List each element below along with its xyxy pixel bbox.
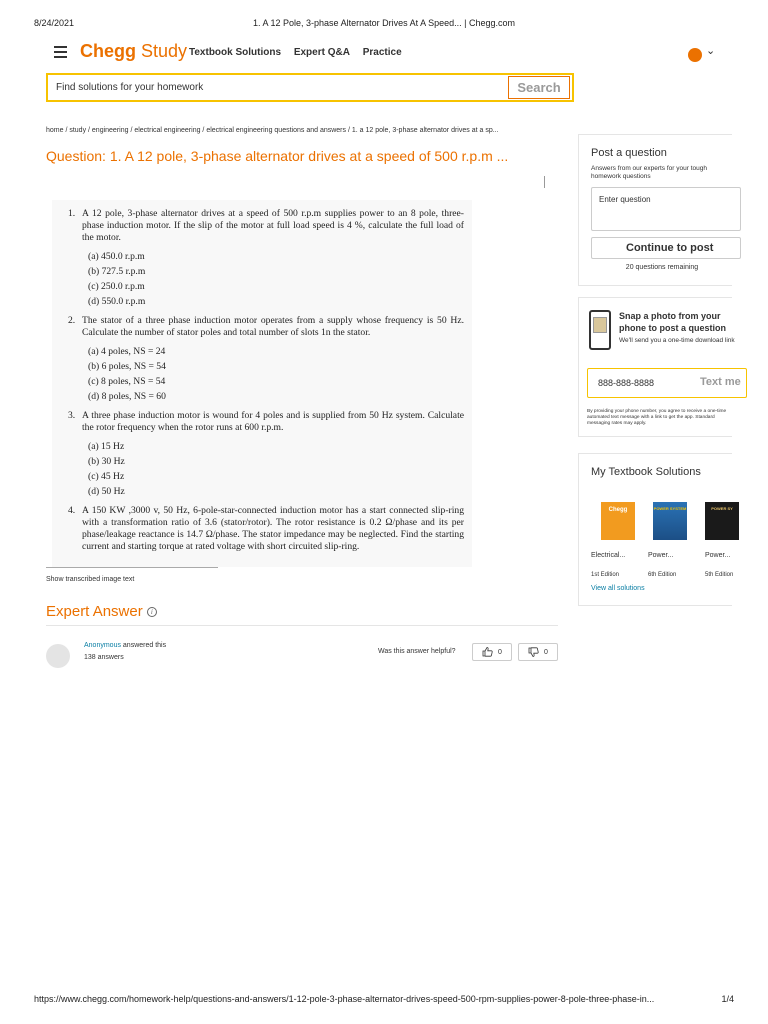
answer-option: (b) 727.5 r.p.m	[88, 266, 146, 277]
info-icon[interactable]: i	[147, 607, 157, 617]
phone-input-group	[587, 368, 747, 398]
chevron-down-icon[interactable]: ⌄	[706, 45, 716, 57]
answerer-name-link[interactable]: Anonymous	[84, 642, 121, 649]
answered-label: answered this	[120, 642, 167, 649]
textbook-solutions-card	[578, 453, 732, 606]
book-title[interactable]: Power...	[705, 552, 731, 559]
book-cover[interactable]	[705, 502, 739, 540]
answer-option: (c) 250.0 r.p.m	[88, 281, 145, 292]
top-navigation	[46, 40, 732, 68]
expert-answer-title: Expert Answer	[46, 603, 143, 620]
question-number: 1.	[68, 208, 76, 219]
phone-icon	[589, 310, 611, 350]
expert-answer-heading	[46, 603, 157, 620]
answer-option: (b) 6 poles, NS = 54	[88, 361, 166, 372]
answer-option: (d) 550.0 r.p.m	[88, 296, 146, 307]
text-me-button[interactable]: Text me	[700, 376, 741, 388]
question-text: The stator of a three phase induction motor operates from a supply whose frequency is 50 Hz. Calculate the number of stator poles and total number of slots 1n the stator.	[82, 315, 464, 338]
answer-option: (c) 8 poles, NS = 54	[88, 376, 166, 387]
nav-link-textbook-solutions[interactable]: Textbook Solutions	[189, 47, 282, 58]
search-button[interactable]: Search	[508, 76, 570, 99]
question-label: Question:	[46, 148, 106, 164]
breadcrumb[interactable]: home / study / engineering / electrical engineering / electrical engineering questions and answers / 1. a 12 pole, 3-phase alternator drives at a sp...	[46, 127, 499, 134]
question-text: A three phase induction motor is wound for 4 poles and is supplied from 50 Hz system. Calculate the rotor frequency when the rotor runs at 600 r.p.m.	[82, 410, 464, 433]
post-question-subtitle: Answers from our experts for your tough homework questions	[591, 165, 707, 180]
divider	[544, 176, 545, 188]
question-input[interactable]	[591, 187, 741, 231]
user-avatar[interactable]	[688, 48, 702, 62]
post-question-title: Post a question	[591, 147, 667, 159]
answer-option: (a) 450.0 r.p.m	[88, 251, 145, 262]
thumbs-up-icon	[482, 647, 493, 657]
logo-sub: Study	[141, 41, 188, 61]
thumbs-up-button[interactable]	[472, 643, 512, 661]
print-page-number: 1/4	[721, 994, 734, 1004]
question-item	[68, 208, 464, 309]
question-text: A 150 KW ,3000 v, 50 Hz, 6-pole-star-connected induction motor has a start connected slip-ring with a transformation ratio of 3.6 (stator/rotor). The rotor resistance is 0.2 Ω/phase and its per phase/leakage reactance is 14.7 Ω/phase. The stator impedance may be neglected. Find the starting current and starting torque at rated voltage with short circuited slip-ring.	[82, 505, 464, 552]
page-title	[46, 148, 558, 164]
questions-remaining: 20 questions remaining	[625, 264, 699, 271]
book-title[interactable]: Power...	[648, 552, 674, 559]
question-text: A 12 pole, 3-phase alternator drives at a speed of 500 r.p.m supplies power to an 8 pole, three-phase induction motor. If the slip of the motor at full load speed is 4 %, calculate the full load of the motor.	[82, 208, 464, 243]
view-all-solutions-link[interactable]: View all solutions	[591, 585, 645, 592]
book-cover-text: POWER SYSTEM	[653, 506, 687, 511]
answers-count: 138 answers	[84, 654, 124, 661]
book-cover-text: POWER SY	[711, 506, 733, 511]
thumbs-down-icon	[528, 647, 539, 657]
question-title-text: 1. A 12 pole, 3-phase alternator drives at a speed of 500 r.p.m ...	[109, 148, 509, 164]
continue-to-post-button[interactable]: Continue to post	[591, 237, 741, 259]
answer-option: (c) 45 Hz	[88, 471, 125, 482]
book-cover[interactable]	[653, 502, 687, 540]
helpful-label: Was this answer helpful?	[378, 648, 456, 655]
snap-title: Snap a photo from your phone to post a question	[619, 311, 726, 333]
book-cover[interactable]	[601, 502, 635, 540]
post-question-card	[578, 134, 732, 286]
answerer-info	[84, 642, 166, 649]
answer-option: (a) 15 Hz	[88, 441, 125, 452]
question-image	[52, 200, 472, 567]
search-bar	[46, 73, 574, 102]
question-number: 4.	[68, 505, 76, 516]
search-input[interactable]	[56, 75, 496, 100]
divider	[46, 567, 218, 568]
print-date: 8/24/2021	[34, 18, 75, 28]
book-edition: 5th Edition	[705, 572, 734, 578]
hamburger-menu-icon[interactable]	[54, 46, 67, 57]
book-edition: 6th Edition	[648, 572, 677, 578]
question-number: 2.	[68, 315, 76, 326]
question-item	[68, 410, 464, 499]
chegg-study-logo[interactable]	[80, 41, 187, 62]
logo-main: Chegg	[80, 41, 136, 61]
book-cover-text: Chegg	[608, 507, 628, 513]
print-title: 1. A 12 Pole, 3-phase Alternator Drives At A Speed... | Chegg.com	[253, 18, 515, 28]
answer-option: (b) 30 Hz	[88, 456, 125, 467]
book-edition: 1st Edition	[591, 572, 620, 578]
nav-link-expert-qa[interactable]: Expert Q&A	[293, 47, 350, 58]
question-item	[68, 505, 464, 553]
nav-link-practice[interactable]: Practice	[362, 47, 402, 58]
avatar	[46, 644, 70, 668]
thumbs-up-count: 0	[498, 648, 502, 656]
thumbs-down-button[interactable]	[518, 643, 558, 661]
answer-option: (d) 8 poles, NS = 60	[88, 391, 166, 402]
book-title[interactable]: Electrical...	[591, 552, 626, 559]
nav-links	[189, 47, 412, 58]
show-transcribed-link[interactable]: Show transcribed image text	[46, 576, 135, 583]
divider	[46, 625, 558, 626]
print-url: https://www.chegg.com/homework-help/questions-and-answers/1-12-pole-3-phase-alternator-drives-speed-500-rpm-supplies-power-8-pole-three-phase-in...	[34, 994, 655, 1004]
sms-disclaimer: By providing your phone number, you agree to receive a one-time automated text message with a link to get the app. Standard messaging rates may apply.	[587, 409, 727, 426]
thumbs-down-count: 0	[544, 648, 548, 656]
phone-number-input[interactable]	[598, 369, 698, 397]
snap-subtitle: We'll send you a one-time download link	[619, 337, 735, 344]
answer-option: (d) 50 Hz	[88, 486, 125, 497]
question-item	[68, 315, 464, 404]
answer-option: (a) 4 poles, NS = 24	[88, 346, 166, 357]
question-number: 3.	[68, 410, 76, 421]
snap-photo-card	[578, 297, 741, 437]
textbook-solutions-title: My Textbook Solutions	[591, 466, 701, 478]
